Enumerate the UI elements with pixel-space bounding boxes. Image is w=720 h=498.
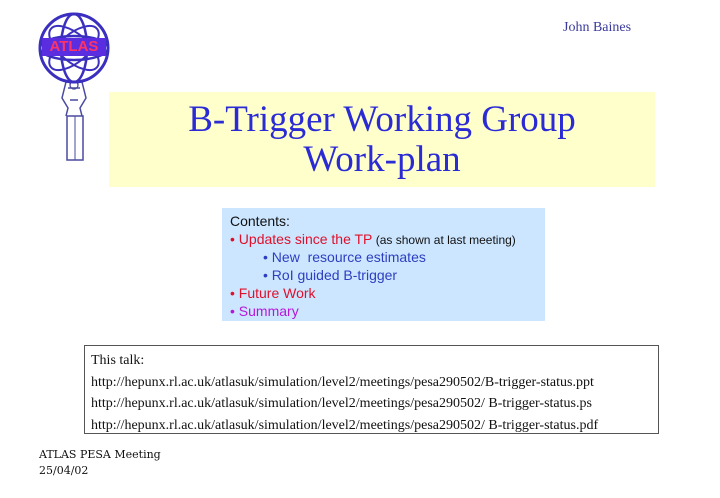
contents-item-note: (as shown at last meeting) — [372, 233, 516, 247]
bullet: • — [230, 285, 239, 301]
contents-item-label: Future Work — [238, 285, 316, 301]
footer-date: 25/04/02 — [39, 464, 89, 477]
talk-link-ppt[interactable]: http://hepunx.rl.ac.uk/atlasuk/simulation/level2/meetings/pesa290502/B-trigger-status.ppt — [91, 374, 594, 390]
talk-link-ps[interactable]: http://hepunx.rl.ac.uk/atlasuk/simulation/level2/meetings/pesa290502/ B-trigger-status.ps — [91, 396, 592, 411]
contents-item-resource-estimates — [230, 248, 545, 266]
contents-item-label: New resource estimates — [271, 249, 426, 265]
contents-item-label: Summary — [238, 303, 299, 319]
talk-link-pdf[interactable]: http://hepunx.rl.ac.uk/atlasuk/simulation/level2/meetings/pesa290502/ B-trigger-status.pdf — [91, 417, 599, 433]
contents-item-future-work — [230, 284, 545, 302]
talk-heading: This talk: — [91, 353, 145, 368]
bullet: • — [263, 267, 272, 283]
contents-item-label: RoI guided B-trigger — [271, 267, 398, 283]
contents-item-summary — [230, 302, 545, 320]
bullet: • — [263, 249, 272, 265]
atlas-logo-text: ATLAS — [49, 38, 99, 55]
contents-item-roi-guided — [230, 266, 545, 284]
contents-heading: Contents: — [230, 213, 290, 229]
contents-item-label: Updates since the TP — [238, 231, 373, 247]
contents-box — [222, 208, 545, 321]
page-title-line-1: B-Trigger Working Group — [188, 98, 576, 140]
contents-item-updates — [230, 230, 545, 248]
title-box — [109, 92, 655, 187]
footer — [39, 447, 161, 479]
bullet: • — [230, 231, 239, 247]
footer-meeting: ATLAS PESA Meeting — [39, 448, 161, 461]
bullet: • — [230, 303, 239, 319]
atlas-logo-icon — [22, 8, 122, 163]
page-title-line-2: Work-plan — [303, 138, 461, 180]
author-name: John Baines — [563, 20, 632, 35]
talk-links-box — [84, 345, 659, 434]
